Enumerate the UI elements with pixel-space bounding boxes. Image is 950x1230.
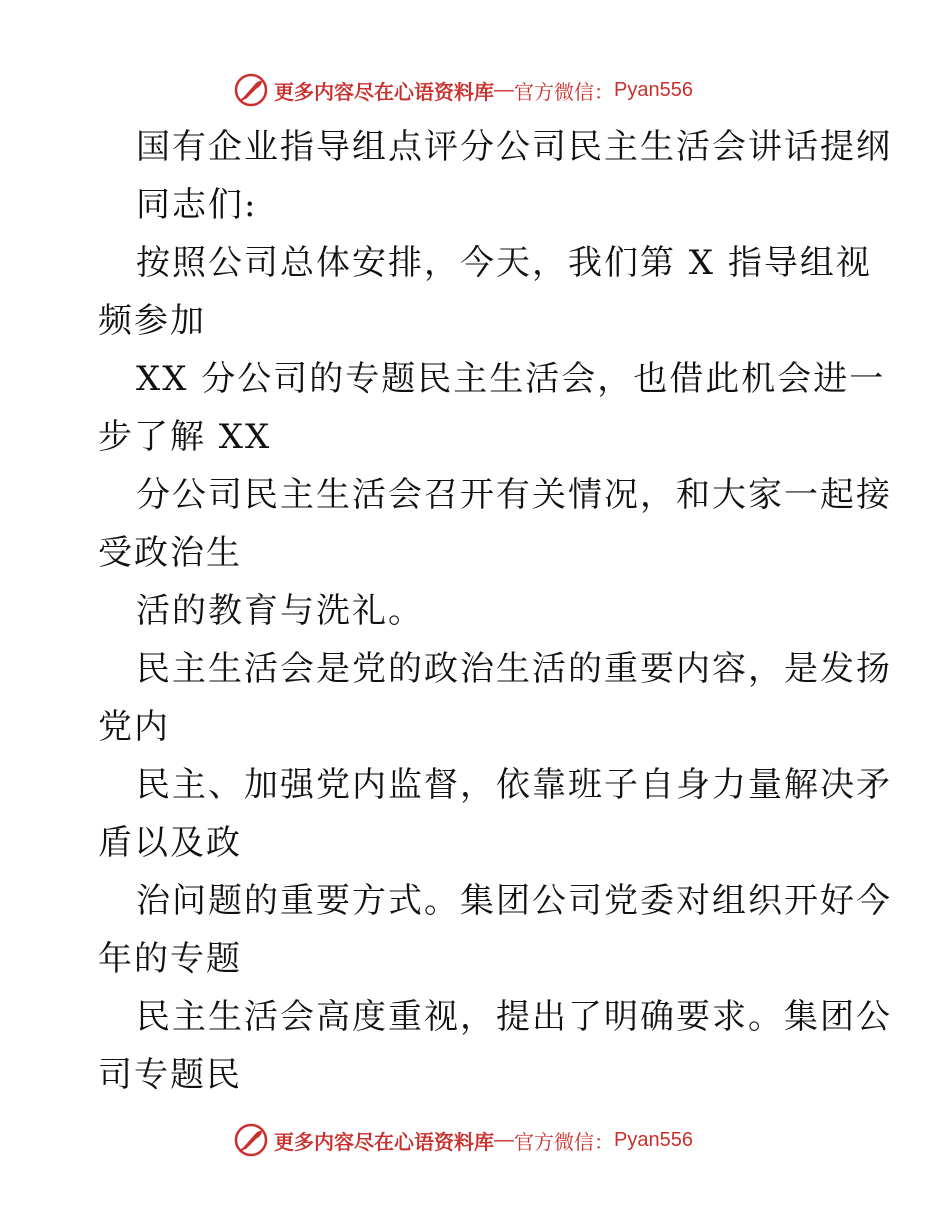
text-line: 盾以及政 [98, 823, 242, 863]
quill-pen-logo-icon [234, 73, 268, 107]
text-line: 党内 [98, 707, 170, 747]
text-line: 分公司民主生活会召开有关情况，和大家一起接 [136, 475, 892, 515]
watermark-brand: 更多内容尽在心语资料库 [274, 79, 494, 104]
watermark-wechat-id: Pyan556 [614, 78, 693, 101]
text-line: 民主、加强党内监督，依靠班子自身力量解决矛 [136, 765, 892, 805]
watermark-wechat-id: Pyan556 [614, 1128, 693, 1151]
text-line: 活的教育与洗礼。 [136, 591, 424, 631]
watermark-wechat-label: 官方微信： [514, 1129, 614, 1154]
watermark-footer [234, 1120, 754, 1160]
text-line: 司专题民 [98, 1055, 242, 1095]
document-title: 国有企业指导组点评分公司民主生活会讲话提纲 [136, 127, 892, 167]
text-line: XX 分公司的专题民主生活会，也借此机会进一 [136, 359, 886, 399]
text-line: 受政治生 [98, 533, 242, 573]
text-line: 治问题的重要方式。集团公司党委对组织开好今 [136, 881, 892, 921]
text-line: 按照公司总体安排，今天，我们第 X 指导组视 [136, 243, 872, 283]
text-line: 频参加 [98, 301, 206, 341]
watermark-header [234, 70, 754, 110]
watermark-brand: 更多内容尽在心语资料库 [274, 1129, 494, 1154]
text-line: 民主生活会高度重视，提出了明确要求。集团公 [136, 997, 892, 1037]
text-line: 年的专题 [98, 939, 242, 979]
watermark-separator: — [494, 1128, 514, 1151]
watermark-separator: — [494, 78, 514, 101]
text-line: 步了解 XX [98, 417, 272, 457]
quill-pen-logo-icon [234, 1123, 268, 1157]
text-line: 同志们: [136, 185, 258, 225]
text-line: 民主生活会是党的政治生活的重要内容，是发扬 [136, 649, 892, 689]
document-body [98, 118, 898, 1104]
watermark-wechat-label: 官方微信： [514, 79, 614, 104]
document-lines [98, 176, 898, 1104]
